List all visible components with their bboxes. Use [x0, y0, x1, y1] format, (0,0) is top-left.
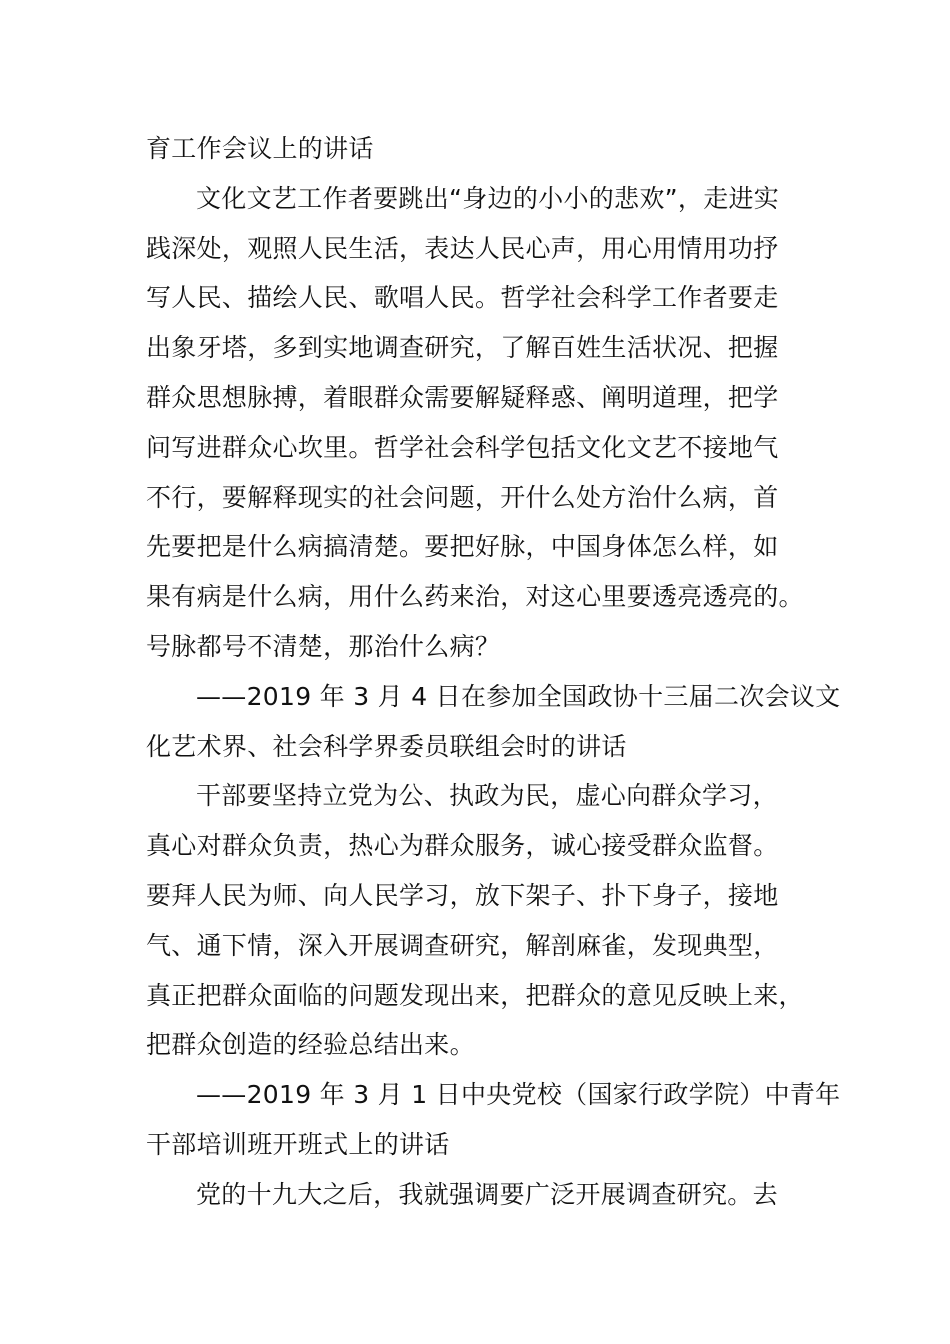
text-line-6: 群众思想脉搏，着眼群众需要解疑释惑、阐明道理，把学: [146, 382, 779, 412]
text-line-5: 出象牙塔，多到实地调查研究，了解百姓生活状况、把握: [146, 333, 779, 363]
text-line-19: 把群众创造的经验总结出来。: [146, 1030, 475, 1060]
body-text: [146, 124, 841, 1220]
text-line-16: 要拜人民为师、向人民学习，放下架子、扑下身子，接地: [146, 880, 779, 910]
source-line-2b: 干部培训班开班式上的讲话: [146, 1129, 450, 1159]
text-line-8: 不行，要解释现实的社会问题，开什么处方治什么病，首: [146, 482, 779, 512]
text-line-4: 写人民、描绘人民、歌唱人民。哲学社会科学工作者要走: [146, 283, 779, 313]
text-line-11: 号脉都号不清楚，那治什么病？: [146, 631, 501, 661]
source-line-1a: ——2019 年 3 月 4 日在参加全国政协十三届二次会议文: [196, 681, 841, 711]
text-line-17: 气、通下情，深入开展调查研究，解剖麻雀，发现典型，: [146, 930, 779, 960]
source-line-1b: 化艺术界、社会科学界委员联组会时的讲话: [146, 731, 627, 761]
source-line-2a: ——2019 年 3 月 1 日中央党校（国家行政学院）中青年: [196, 1080, 841, 1110]
text-line-22: 党的十九大之后，我就强调要广泛开展调查研究。去: [196, 1179, 778, 1209]
text-line-14: 干部要坚持立党为公、执政为民，虚心向群众学习，: [196, 781, 778, 811]
text-line-18: 真正把群众面临的问题发现出来，把群众的意见反映上来，: [146, 980, 804, 1010]
text-line-3: 践深处，观照人民生活，表达人民心声，用心用情用功抒: [146, 233, 779, 263]
text-line-7: 问写进群众心坎里。哲学社会科学包括文化文艺不接地气: [146, 432, 779, 462]
text-line-9: 先要把是什么病搞清楚。要把好脉，中国身体怎么样，如: [146, 532, 779, 562]
text-line-2: 文化文艺工作者要跳出“身边的小小的悲欢”，走进实: [196, 183, 780, 213]
text-line-1: 育工作会议上的讲话: [146, 134, 374, 163]
text-line-15: 真心对群众负责，热心为群众服务，诚心接受群众监督。: [146, 831, 779, 861]
text-line-10: 果有病是什么病，用什么药来治，对这心里要透亮透亮的。: [146, 582, 804, 612]
